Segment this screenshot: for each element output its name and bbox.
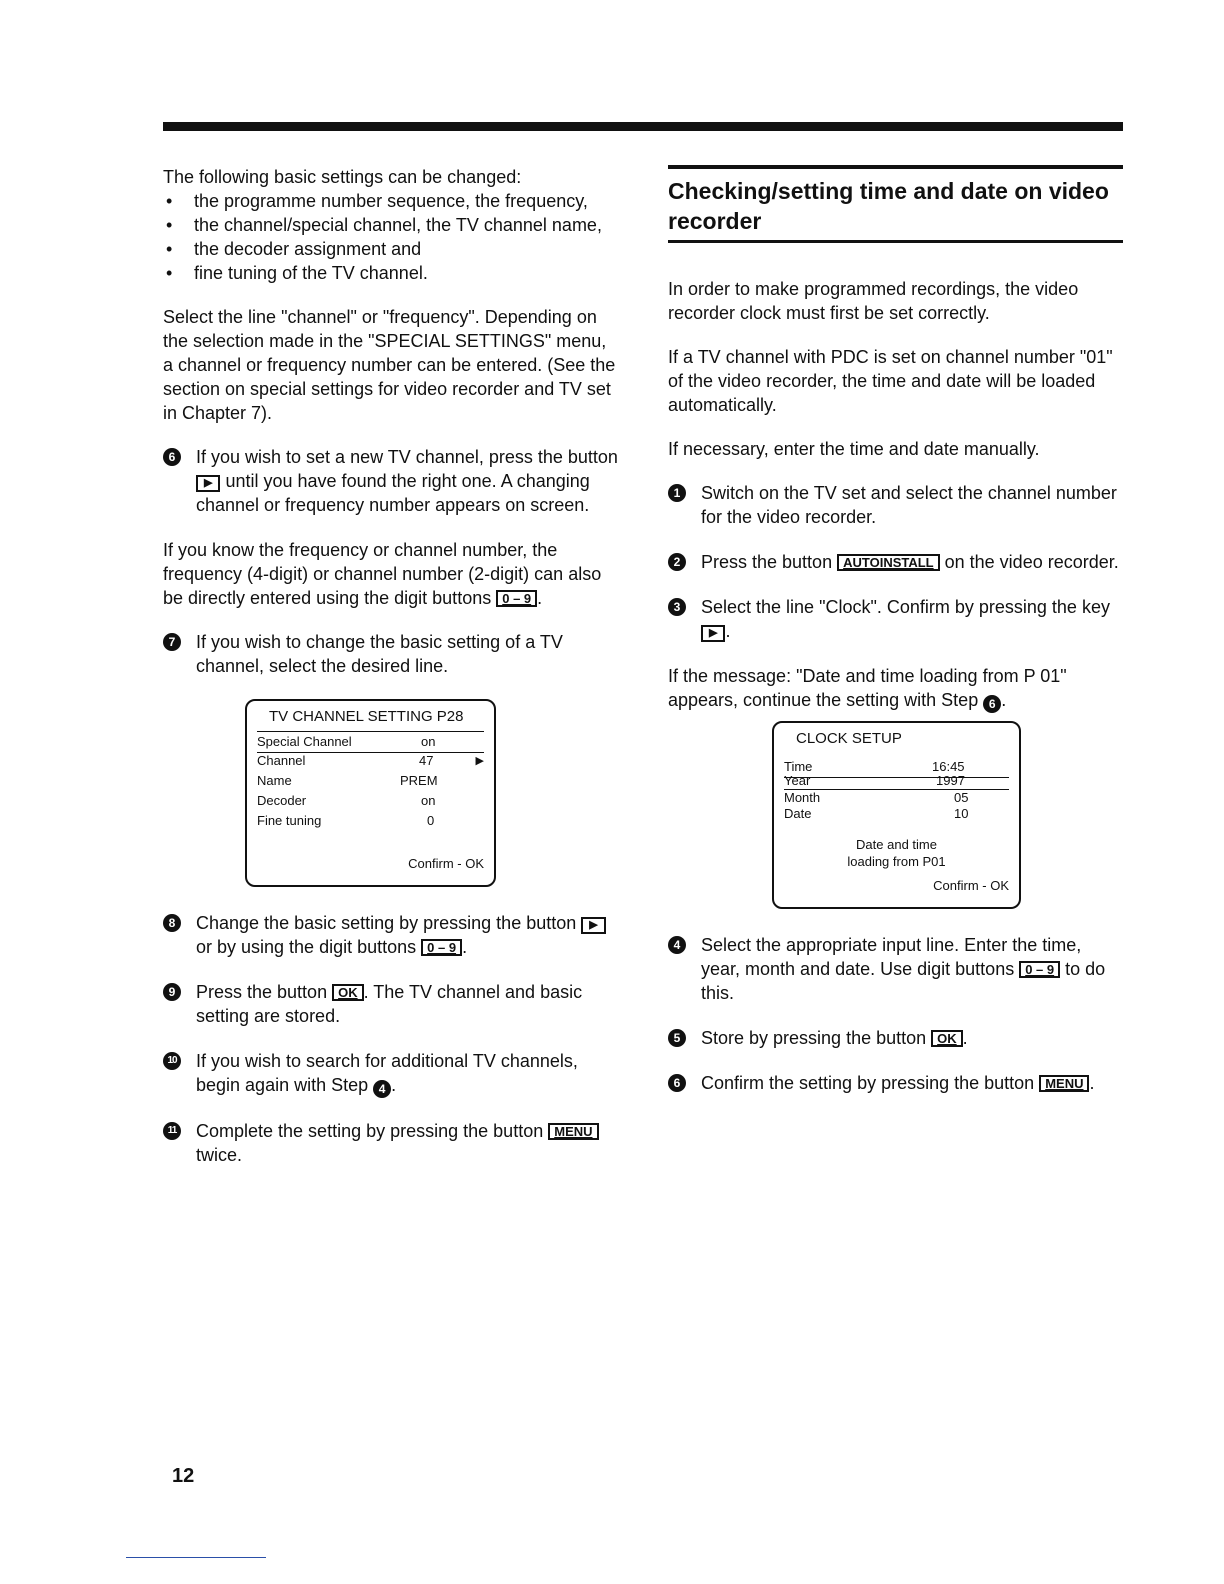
screen-row: Fine tuning 0 [257,813,435,828]
select-paragraph: Select the line "channel" or "frequency". Depending on the selection made in the "SPECIAL SETTINGS" menu, a channel or frequency number can be entered. (See the section on special settings for video recorder and TV set in Chapter 7). [163,307,616,423]
step-number: 3 [668,598,686,616]
caret-right-icon: ▶ [475,755,484,767]
autoinstall-key-icon: AUTOINSTALL [837,554,940,571]
settings-list [163,189,618,285]
list-item: • the programme number sequence, the frequency, [163,189,618,213]
paragraph: If necessary, enter the time and date manually. [668,439,1040,459]
screen-row: Special Channel on [257,731,484,753]
section-heading: Checking/setting time and date on video recorder [668,178,1109,234]
step-3-right: 3 Select the line "Clock". Confirm by pressing the key ▶ . [668,595,1123,643]
confirm-note: Confirm - OK [408,856,484,871]
step-6-right: 6 Confirm the setting by pressing the button MENU . [668,1071,1123,1095]
step-8-left: 8 Change the basic setting by pressing the button ▶ or by using the digit buttons 0 – 9 . [163,911,618,959]
step-number: 8 [163,914,181,932]
step-number: 11 [163,1122,181,1140]
paragraph: If a TV channel with PDC is set on channel number "01" of the video recorder, the time and date will be loaded automatically. [668,347,1113,415]
menu-key-icon: MENU [1039,1075,1089,1092]
menu-key-icon: MENU [548,1123,598,1140]
message-paragraph: If the message: "Date and time loading from P 01" appears, continue the setting with Step 6 . [668,666,1067,711]
screen-row: Time 16:45 [784,757,1009,778]
step-number: 1 [668,484,686,502]
top-rule [163,122,1123,131]
know-paragraph: If you know the frequency or channel number, the frequency (4-digit) or channel number (2-digit) can also be directly entered using the digit buttons 0 – 9 . [163,540,602,608]
step-4-right: 4 Select the appropriate input line. Enter the time, year, month and date. Use digit buttons 0 – 9 to do this. [668,933,1123,1005]
intro-text: The following basic settings can be changed: [163,167,522,187]
paragraph: In order to make programmed recordings, the video recorder clock must first be set correctly. [668,279,1079,323]
step-ref: 4 [373,1080,391,1098]
step-number: 9 [163,983,181,1001]
step-6-left: 6 If you wish to set a new TV channel, press the button ▶ until you have found the right one. A changing channel or frequency number appears on screen. [163,445,618,517]
right-column [668,165,1123,1116]
step-11-left: 11 Complete the setting by pressing the button MENU twice. [163,1119,618,1167]
screen-row: Name PREM [257,773,438,788]
loading-note: loading from P01 [847,854,946,869]
step-9-left: 9 Press the button OK . The TV channel and basic setting are stored. [163,980,618,1028]
page-number: 12 [172,1465,195,1487]
step-number: 4 [668,936,686,954]
screen-row: Month 05 [784,790,969,805]
step-10-left: 10 If you wish to search for additional TV channels, begin again with Step 4 . [163,1049,618,1098]
play-key-icon: ▶ [196,475,220,492]
list-item: • the channel/special channel, the TV channel name, [163,213,618,237]
step-number: 6 [163,448,181,466]
left-column [163,165,618,1188]
step-number: 10 [163,1052,181,1070]
screen-row: Decoder on [257,793,436,808]
list-item: • the decoder assignment and [163,237,618,261]
screen-row: Date 10 [784,806,969,821]
confirm-note: Confirm - OK [933,878,1009,893]
step-2-right: 2 Press the button AUTOINSTALL on the video recorder. [668,550,1123,574]
clock-setup-screen [772,721,1021,909]
screen-row: Year 1997 [784,773,1009,790]
digit-keys-icon: 0 – 9 [496,590,537,607]
step-number: 2 [668,553,686,571]
list-item: • fine tuning of the TV channel. [163,261,618,285]
step-number: 6 [668,1074,686,1092]
section-heading-box [668,165,1123,243]
digit-keys-icon: 0 – 9 [1019,961,1060,978]
screen-title: CLOCK SETUP [796,730,902,747]
step-7-left: 7 If you wish to change the basic setting of a TV channel, select the desired line. [163,630,618,678]
ok-key-icon: OK [931,1030,963,1047]
step-5-right: 5 Store by pressing the button OK . [668,1026,1123,1050]
tv-channel-setting-screen [245,699,496,887]
digit-keys-icon: 0 – 9 [421,939,462,956]
ok-key-icon: OK [332,984,364,1001]
step-1-right: 1 Switch on the TV set and select the channel number for the video recorder. [668,481,1123,529]
play-key-icon: ▶ [701,625,725,642]
loading-note: Date and time [856,837,937,852]
scan-mark [126,1557,266,1558]
play-key-icon: ▶ [581,917,605,934]
step-number: 5 [668,1029,686,1047]
step-number: 7 [163,633,181,651]
screen-row: Channel 47 ▶ [257,751,484,771]
step-ref: 6 [983,695,1001,713]
screen-title: TV CHANNEL SETTING P28 [269,708,464,725]
